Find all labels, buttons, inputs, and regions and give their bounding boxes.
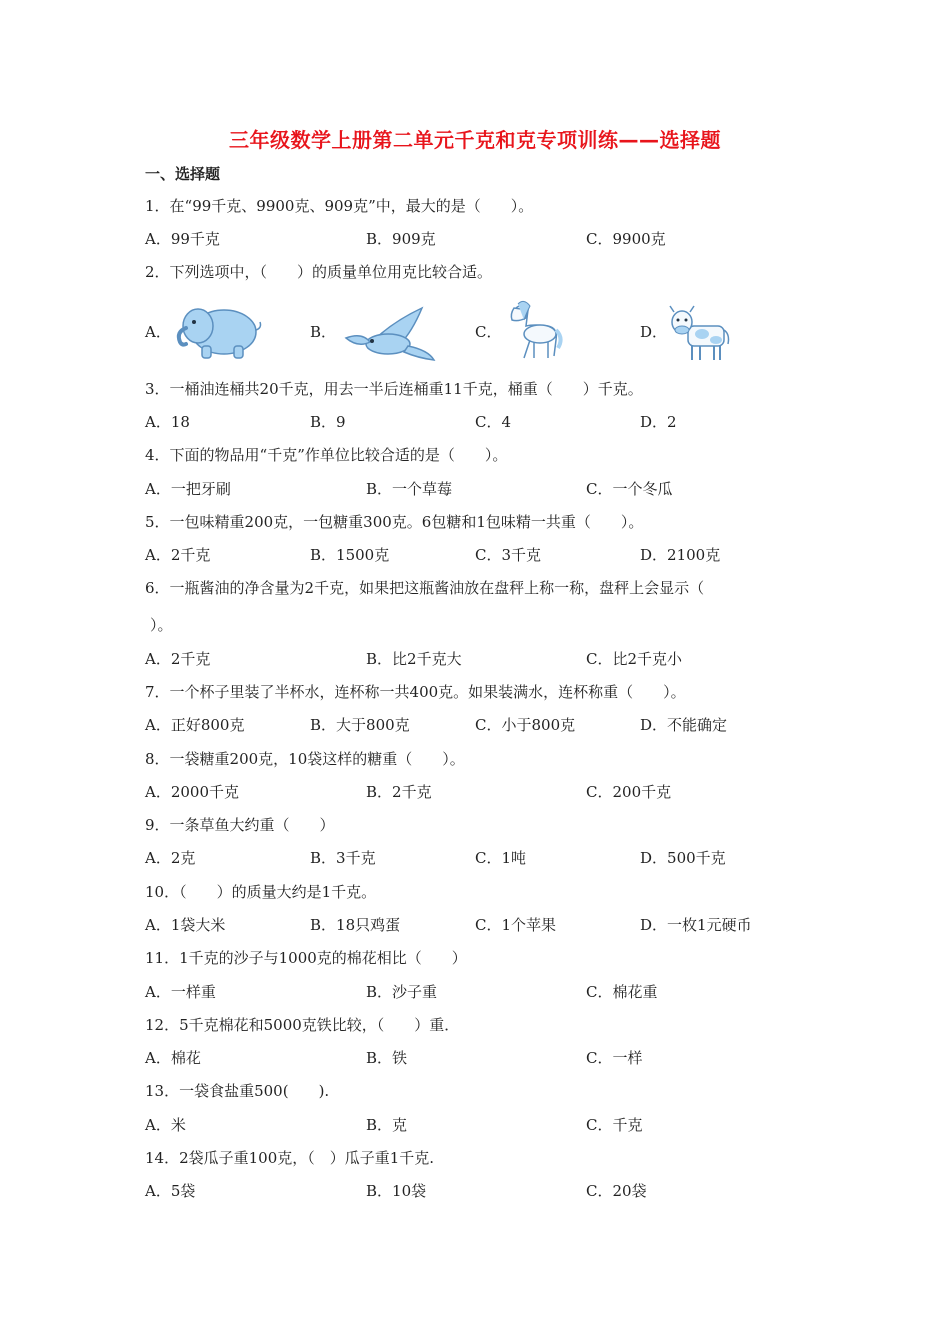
question-14-stem: 14．2袋瓜子重100克，（ ）瓜子重1千克. [145, 1149, 435, 1167]
question-9-option-b: B．3千克 [310, 849, 376, 867]
question-13-option-c: C．千克 [586, 1116, 643, 1134]
question-1-stem: 1．在“99千克、9900克、909克”中，最大的是（ ）。 [145, 197, 534, 215]
question-8-option-a: A．2000千克 [145, 783, 240, 801]
question-7-option-c: C．小于800克 [475, 716, 576, 734]
question-12-option-a: A．棉花 [145, 1049, 201, 1067]
question-3-stem: 3．一桶油连桶共20千克，用去一半后连桶重11千克，桶重（ ）千克。 [145, 380, 643, 398]
question-11-option-a: A．一样重 [145, 983, 216, 1001]
question-11-option-c: C．棉花重 [586, 983, 658, 1001]
question-1-option-b: B．909克 [366, 230, 436, 248]
page-title: 三年级数学上册第二单元千克和克专项训练——选择题 [229, 128, 721, 152]
question-3-option-a: A．18 [145, 413, 190, 431]
question-12-option-b: B．铁 [366, 1049, 408, 1067]
question-10-stem: 10．（ ）的质量大约是1千克。 [145, 883, 377, 901]
question-13-stem: 13．一袋食盐重500( ). [145, 1082, 330, 1100]
question-7-stem: 7．一个杯子里装了半杯水，连杯称一共400克。如果装满水，连杯称重（ ）。 [145, 683, 686, 701]
question-10-option-b: B．18只鸡蛋 [310, 916, 401, 934]
question-11-option-b: B．沙子重 [366, 983, 438, 1001]
question-12-stem: 12．5千克棉花和5000克铁比较，（ ）重． [145, 1016, 460, 1034]
question-7-option-b: B．大于800克 [310, 716, 410, 734]
question-6-option-b: B．比2千克大 [366, 650, 462, 668]
question-10-option-a: A．1袋大米 [145, 916, 226, 934]
question-7-option-d: D．不能确定 [640, 716, 728, 734]
question-4-option-b: B．一个草莓 [366, 480, 453, 498]
question-2-option-c: C． [475, 323, 502, 341]
question-14-option-c: C．20袋 [586, 1182, 647, 1200]
question-2-stem: 2．下列选项中，（ ）的质量单位用克比较合适。 [145, 263, 493, 281]
question-5-stem: 5．一包味精重200克，一包糖重300克。6包糖和1包味精一共重（ ）。 [145, 513, 644, 531]
question-6-option-a: A．2千克 [145, 650, 211, 668]
question-9-stem: 9．一条草鱼大约重（ ） [145, 816, 335, 834]
question-4-stem: 4．下面的物品用“千克”作单位比较合适的是（ ）。 [145, 446, 508, 464]
question-1-option-c: C．9900克 [586, 230, 666, 248]
question-2-option-b: B． [310, 323, 337, 341]
section-heading: 一、选择题 [145, 165, 221, 183]
question-11-stem: 11．1千克的沙子与1000克的棉花相比（ ） [145, 949, 467, 967]
question-3-option-d: D．2 [640, 413, 677, 431]
question-9-option-d: D．500千克 [640, 849, 726, 867]
question-5-option-b: B．1500克 [310, 546, 390, 564]
question-3-option-c: C．4 [475, 413, 512, 431]
question-9-option-c: C．1吨 [475, 849, 527, 867]
question-12-option-c: C．一样 [586, 1049, 643, 1067]
question-10-option-c: C．1个苹果 [475, 916, 557, 934]
question-8-option-c: C．200千克 [586, 783, 672, 801]
question-8-stem: 8．一袋糖重200克，10袋这样的糖重（ ）。 [145, 750, 465, 768]
question-1-option-a: A．99千克 [145, 230, 220, 248]
question-9-option-a: A．2克 [145, 849, 196, 867]
question-6-option-c: C．比2千克小 [586, 650, 683, 668]
question-5-option-a: A．2千克 [145, 546, 211, 564]
question-4-option-c: C．一个冬瓜 [586, 480, 673, 498]
question-6-stem-continued: ）。 [150, 616, 173, 634]
question-14-option-b: B．10袋 [366, 1182, 427, 1200]
elephant-icon [172, 298, 264, 366]
question-5-option-d: D．2100克 [640, 546, 721, 564]
question-6-stem: 6．一瓶酱油的净含量为2千克，如果把这瓶酱油放在盘秤上称一称，盘秤上会显示（ [145, 579, 705, 597]
question-3-option-b: B．9 [310, 413, 346, 431]
question-2-option-d: D． [640, 323, 668, 341]
bird-icon [342, 302, 442, 366]
question-8-option-b: B．2千克 [366, 783, 432, 801]
question-7-option-a: A．正好800克 [145, 716, 245, 734]
question-13-option-b: B．克 [366, 1116, 408, 1134]
cow-icon [668, 304, 732, 368]
question-4-option-a: A．一把牙刷 [145, 480, 231, 498]
question-10-option-d: D．一枚1元硬币 [640, 916, 752, 934]
question-2-option-a: A． [145, 323, 171, 341]
question-14-option-a: A．5袋 [145, 1182, 196, 1200]
question-5-option-c: C．3千克 [475, 546, 542, 564]
horse-icon [504, 300, 564, 366]
question-13-option-a: A．米 [145, 1116, 186, 1134]
